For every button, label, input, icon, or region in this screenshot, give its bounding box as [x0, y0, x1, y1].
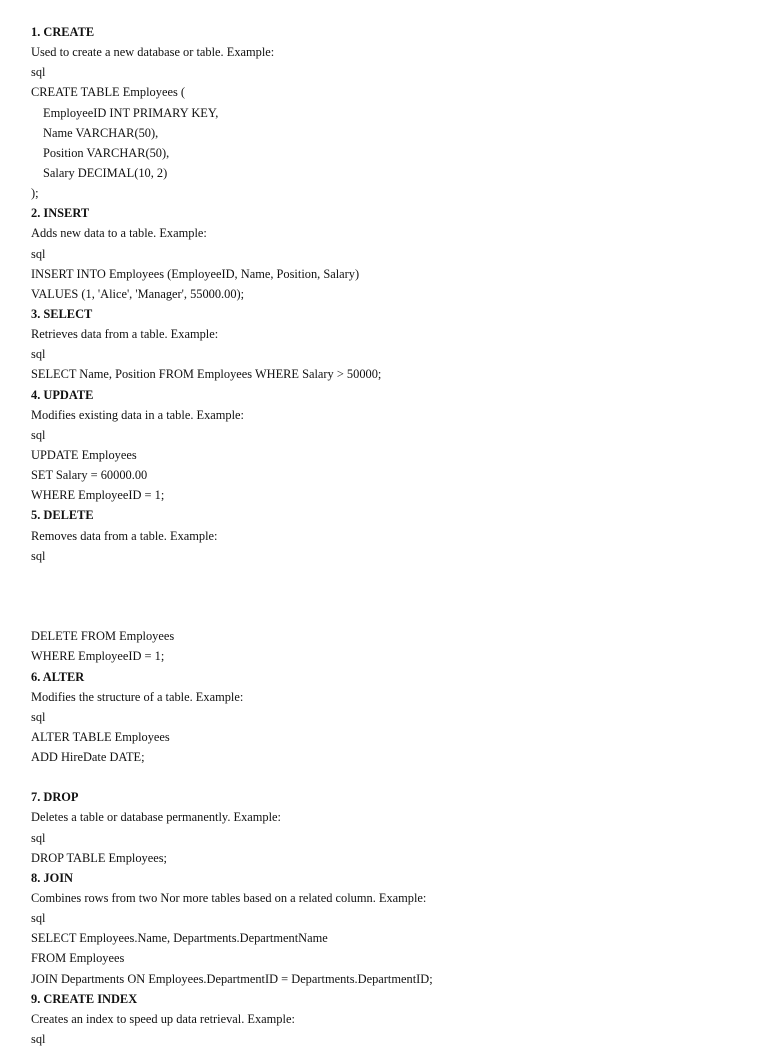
code-line: DROP TABLE Employees; — [31, 850, 167, 865]
code-language-label: sql — [31, 246, 46, 261]
code-line: ); — [31, 186, 39, 201]
section-heading: 9. CREATE INDEX — [31, 991, 138, 1006]
code-language-label: sql — [31, 1032, 46, 1047]
section-heading: 5. DELETE — [31, 508, 94, 523]
code-line: ALTER TABLE Employees — [31, 729, 170, 744]
section-description: Removes data from a table. Example: — [31, 528, 218, 543]
section-heading: 7. DROP — [31, 790, 79, 805]
section-description: Adds new data to a table. Example: — [31, 226, 207, 241]
code-line: JOIN Departments ON Employees.DepartmentID = Departments.DepartmentID; — [31, 971, 433, 986]
code-line: ADD HireDate DATE; — [31, 750, 145, 765]
code-language-label: sql — [31, 65, 46, 80]
code-line: CREATE TABLE Employees ( — [31, 85, 185, 100]
section-description: Combines rows from two Nor more tables based on a related column. Example: — [31, 891, 427, 906]
code-line: WHERE EmployeeID = 1; — [31, 649, 165, 664]
section-heading: 2. INSERT — [31, 206, 90, 221]
section-description: Retrieves data from a table. Example: — [31, 327, 219, 342]
code-line: WHERE EmployeeID = 1; — [31, 488, 165, 503]
code-line: FROM Employees — [31, 951, 125, 966]
code-line: SELECT Name, Position FROM Employees WHERE Salary > 50000; — [31, 367, 382, 382]
section-description: Creates an index to speed up data retrieval. Example: — [31, 1011, 295, 1026]
code-line: DELETE FROM Employees — [31, 629, 175, 644]
code-language-label: sql — [31, 911, 46, 926]
code-line: Salary DECIMAL(10, 2) — [43, 165, 168, 180]
code-language-label: sql — [31, 427, 46, 442]
code-line: UPDATE Employees — [31, 447, 137, 462]
code-line: Position VARCHAR(50), — [43, 145, 170, 160]
section-heading: 8. JOIN — [31, 870, 73, 885]
section-heading: 6. ALTER — [31, 669, 85, 684]
code-language-label: sql — [31, 709, 46, 724]
section-description: Deletes a table or database permanently. Example: — [31, 810, 281, 825]
blank-line — [31, 566, 751, 586]
blank-line — [31, 606, 751, 626]
section-description: Modifies existing data in a table. Example: — [31, 407, 244, 422]
section-description: Used to create a new database or table. Example: — [31, 45, 275, 60]
code-language-label: sql — [31, 830, 46, 845]
code-line: Name VARCHAR(50), — [43, 125, 159, 140]
code-language-label: sql — [31, 347, 46, 362]
code-language-label: sql — [31, 548, 46, 563]
section-heading: 4. UPDATE — [31, 387, 94, 402]
blank-line — [31, 767, 751, 787]
section-description: Modifies the structure of a table. Example: — [31, 689, 244, 704]
code-line: VALUES (1, 'Alice', 'Manager', 55000.00); — [31, 286, 245, 301]
code-line: INSERT INTO Employees (EmployeeID, Name, Position, Salary) — [31, 266, 360, 281]
document-body — [31, 22, 751, 1049]
section-heading: 1. CREATE — [31, 25, 95, 39]
code-line: SET Salary = 60000.00 — [31, 468, 148, 483]
section-heading: 3. SELECT — [31, 306, 93, 321]
code-line: SELECT Employees.Name, Departments.DepartmentName — [31, 931, 328, 946]
blank-line — [31, 586, 751, 606]
code-line: EmployeeID INT PRIMARY KEY, — [43, 105, 219, 120]
